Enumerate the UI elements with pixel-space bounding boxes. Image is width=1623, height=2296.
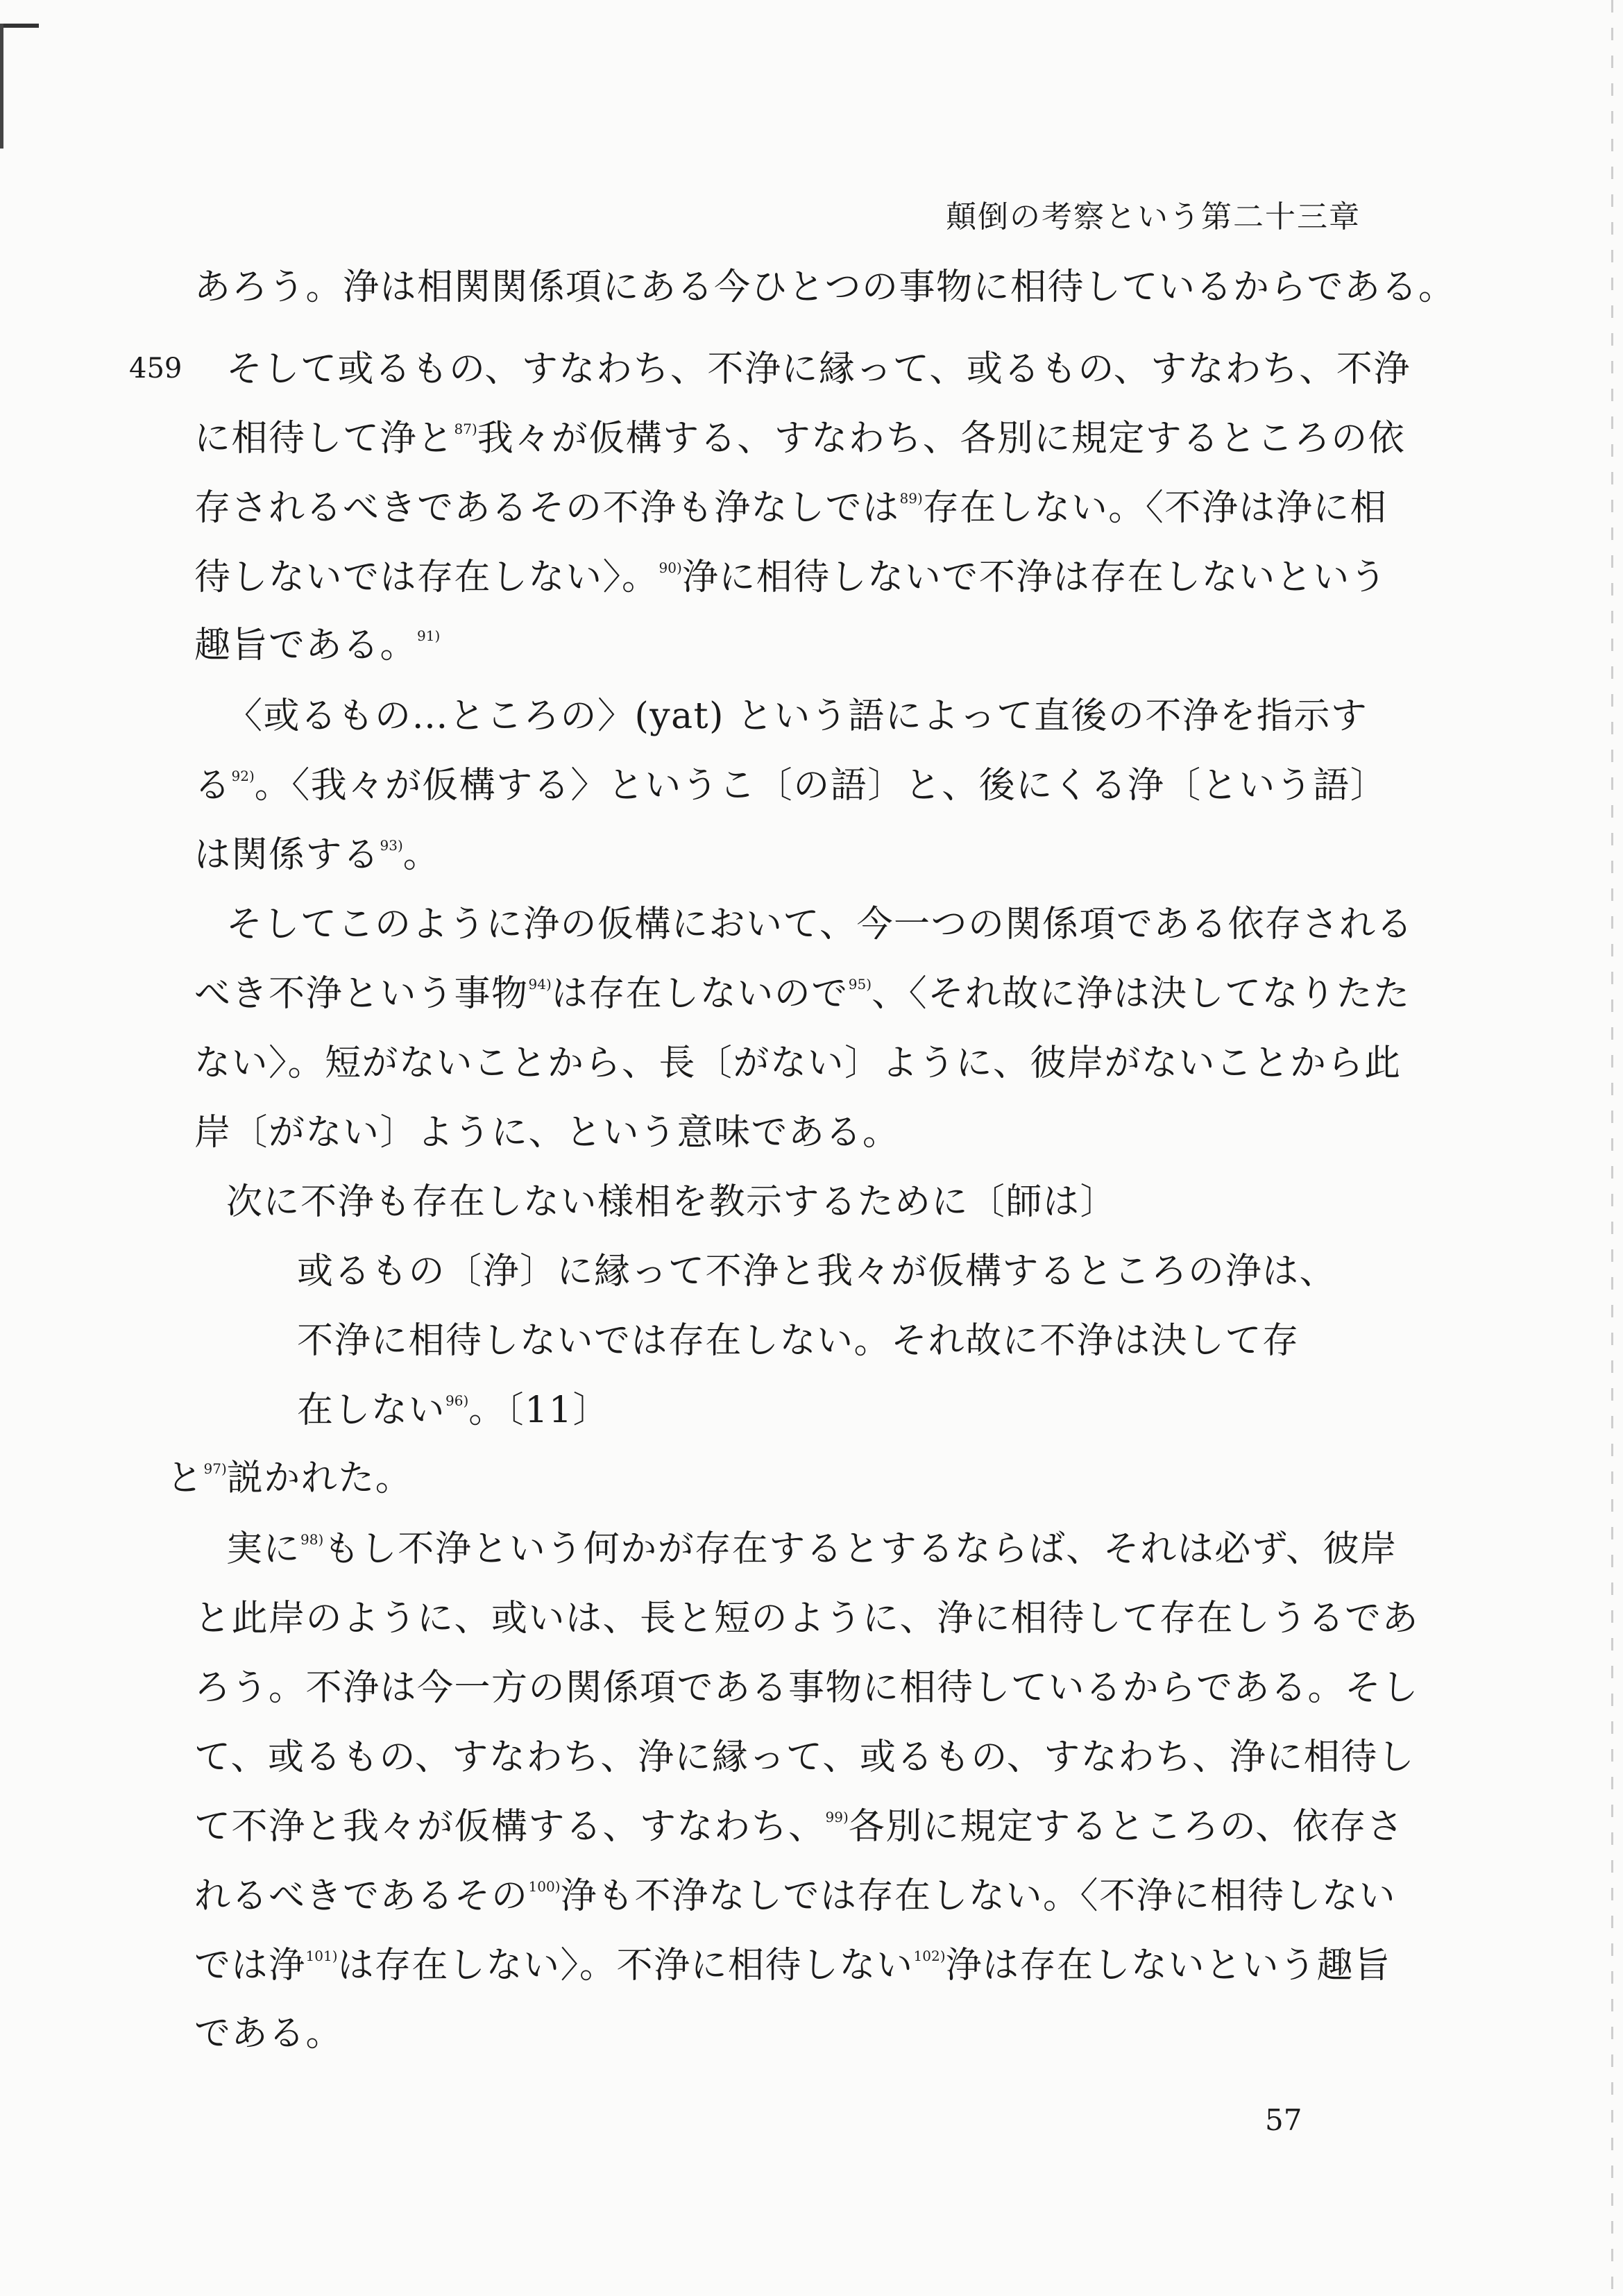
text-line: 或るもの〔浄〕に縁って不浄と我々が仮構するところの浄は、: [297, 1251, 1337, 1292]
text-line: 趣旨である。$^{91)}$: [194, 625, 441, 666]
footnote-ref: 98): [300, 1531, 324, 1548]
text-line: である。: [194, 2013, 343, 2054]
footnote-ref: 90): [658, 559, 682, 576]
footnote-ref: 92): [231, 768, 255, 784]
page-number: 57: [1265, 2103, 1302, 2137]
text-line: あろう。浄は相関関係項にある今ひとつの事物に相待しているからである。: [194, 267, 1456, 308]
text-line: て不浄と我々が仮構する、すなわち、$^{99)}$各別に規定するところの、依存さ: [194, 1806, 1404, 1848]
text-line: そしてこのように浄の仮構において、今一つの関係項である依存される: [226, 904, 1413, 945]
footnote-ref: 94): [528, 976, 552, 993]
scan-edge: [1611, 0, 1613, 2296]
text-line: は関係する$^{93)}$。: [194, 834, 441, 876]
footnote-ref: 99): [825, 1809, 849, 1825]
footnote-ref: 95): [848, 976, 872, 993]
text-line: 〈或るもの…ところの〉(yat) という語によって直後の不浄を指示す: [226, 695, 1368, 737]
text-line: 在しない$^{96)}$。〔11〕: [297, 1390, 610, 1431]
text-line: に相待して浄と$^{87)}$我々が仮構する、すなわち、各別に規定するところの依: [194, 418, 1406, 459]
footnote-ref: 87): [454, 421, 477, 437]
text-line: る$^{92)}$。〈我々が仮構する〉というこ〔の語〕と、後にくる浄〔という語〕: [194, 765, 1388, 807]
text-line: 次に不浄も存在しない様相を教示するために〔師は〕: [226, 1181, 1118, 1223]
text-line: れるべきであるその$^{100)}$浄も不浄なしでは存在しない。〈不浄に相待しない: [194, 1875, 1397, 1917]
text-line: ない〉。短がないことから、長〔がない〕ように、彼岸がないことから此: [194, 1043, 1402, 1084]
scan-corner-mark: [0, 24, 39, 28]
footnote-ref: 96): [445, 1392, 469, 1409]
text-line: べき不浄という事物$^{94)}$は存在しないので$^{95)}$、〈それ故に浄は決してなりたた: [194, 973, 1411, 1015]
margin-number: 459: [129, 353, 182, 385]
footnote-ref: 93): [380, 837, 403, 854]
footnote-ref: 101): [305, 1948, 338, 1964]
footnote-ref: 89): [899, 490, 923, 507]
footnote-ref: 102): [913, 1948, 946, 1964]
text-line: では浄$^{101)}$は存在しない〉。不浄に相待しない$^{102)}$浄は存在しないという趣旨: [194, 1945, 1391, 1986]
scan-corner-mark: [0, 24, 3, 149]
running-head: 顛倒の考察という第二十三章: [946, 199, 1361, 235]
text-line: と$^{97)}$説かれた。: [167, 1458, 413, 1499]
text-line: ろう。不浄は今一方の関係項である事物に相待しているからである。そし: [194, 1667, 1419, 1709]
footnote-ref: 91): [417, 627, 441, 644]
text-line: 不浄に相待しないでは存在しない。それ故に不浄は決して存: [297, 1320, 1300, 1362]
text-line: 待しないでは存在しない〉。$^{90)}$浄に相待しないで不浄は存在しないという: [194, 557, 1388, 598]
footnote-ref: 100): [528, 1878, 561, 1895]
text-line: 実に$^{98)}$もし不浄という何かが存在するとするならば、それは必ず、彼岸: [226, 1528, 1397, 1570]
text-line: そして或るもの、すなわち、不浄に縁って、或るもの、すなわち、不浄: [226, 348, 1411, 390]
text-line: 岸〔がない〕ように、という意味である。: [194, 1112, 900, 1154]
text-line: 存されるべきであるその不浄も浄なしでは$^{89)}$存在しない。〈不浄は浄に相: [194, 487, 1388, 529]
footnote-ref: 97): [203, 1460, 227, 1477]
text-line: て、或るもの、すなわち、浄に縁って、或るもの、すなわち、浄に相待し: [194, 1737, 1416, 1778]
text-line: と此岸のように、或いは、長と短のように、浄に相待して存在しうるであ: [194, 1598, 1419, 1639]
